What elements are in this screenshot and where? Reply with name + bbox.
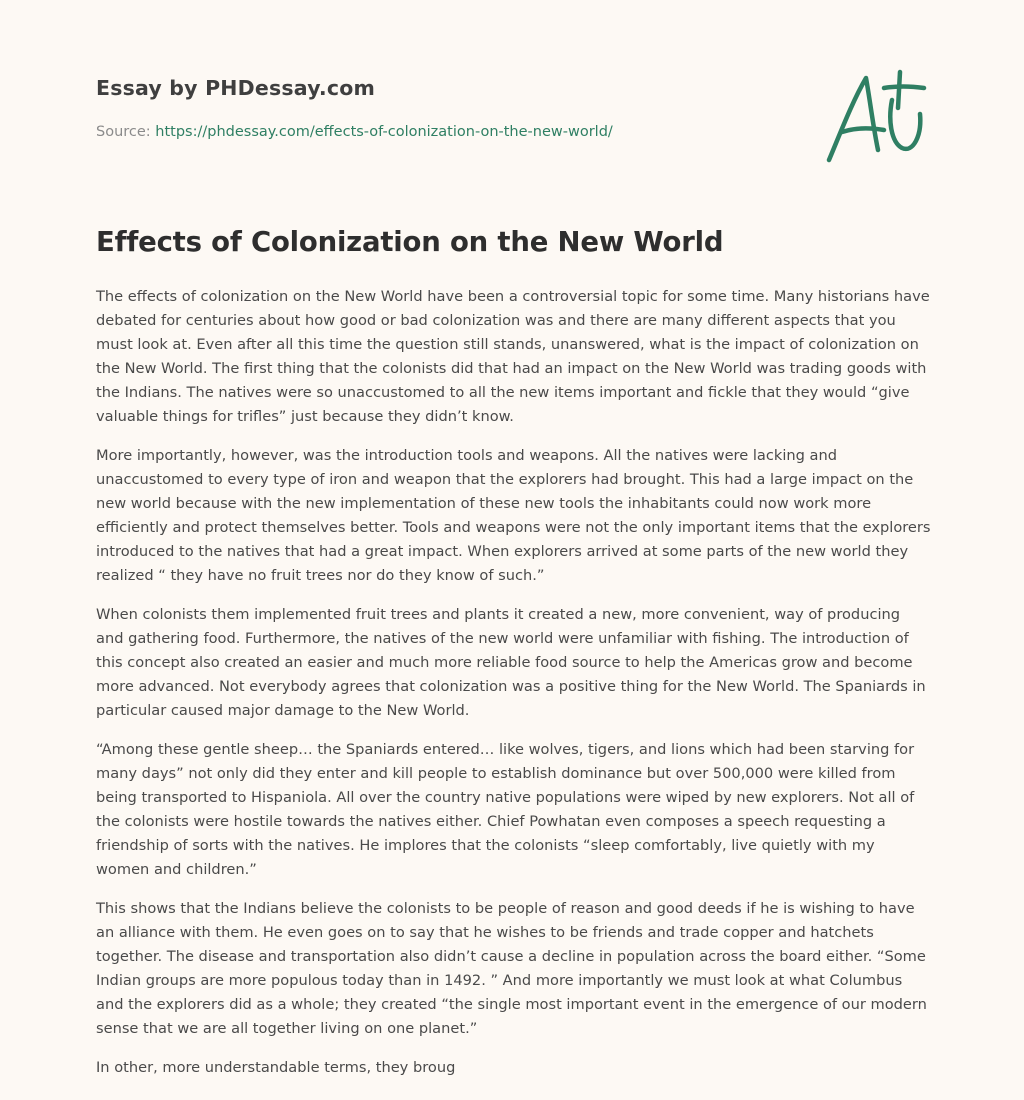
essay-body	[96, 285, 932, 1095]
a-plus-logo-icon	[818, 64, 930, 168]
essay-title: Effects of Colonization on the New World	[96, 226, 724, 258]
source-line	[96, 124, 613, 140]
essay-paragraph: The effects of colonization on the New World have been a controversial topic for some time. Many historians have debated for centuries about how good or bad colonization was and there are many different aspects that you must look at. Even after all this time the question still stands, unanswered, what is the impact of colonization on the New World. The first thing that the colonists did that had an impact on the New World was trading goods with the Indians. The natives were so unaccustomed to all the new items important and fickle that they would “give valuable things for trifles” just because they didn’t know.	[96, 288, 930, 425]
essay-paragraph: When colonists them implemented fruit trees and plants it created a new, more convenient, way of producing and gathering food. Furthermore, the natives of the new world were unfamiliar with fishing. The introduction of this concept also created an easier and much more reliable food source to help the Americas grow and become more advanced. Not everybody agrees that colonization was a positive thing for the New World. The Spaniards in particular caused major damage to the New World.	[96, 606, 926, 719]
source-label: Source:	[96, 124, 151, 140]
essay-header	[96, 76, 926, 140]
essay-paragraph: In other, more understandable terms, they broug	[96, 1059, 456, 1076]
site-brand: Essay by PHDessay.com	[96, 76, 376, 100]
essay-paragraph: “Among these gentle sheep… the Spaniards entered… like wolves, tigers, and lions which had been starving for many days” not only did they enter and kill people to establish dominance but over 500,000 were killed from being transported to Hispaniola. All over the country native populations were wiped by new explorers. Not all of the colonists were hostile towards the natives either. Chief Powhatan even composes a speech requesting a friendship of sorts with the natives. He implores that the colonists “sleep comfortably, live quietly with my women and children.”	[96, 741, 915, 878]
source-link[interactable]: https://phdessay.com/effects-of-colonization-on-the-new-world/	[155, 124, 613, 140]
essay-paragraph: This shows that the Indians believe the colonists to be people of reason and good deeds if he is wishing to have an alliance with them. He even goes on to say that he wishes to be friends and trade copper and hatchets together. The disease and transportation also didn’t cause a decline in population across the board either. “Some Indian groups are more populous today than in 1492. ” And more importantly we must look at what Columbus and the explorers did as a whole; they created “the single most important event in the emergence of our modern sense that we are all together living on one planet.”	[96, 900, 927, 1037]
essay-paragraph: More importantly, however, was the introduction tools and weapons. All the natives were lacking and unaccustomed to every type of iron and weapon that the explorers had brought. This had a large impact on the new world because with the new implementation of these new tools the inhabitants could now work more efficiently and protect themselves better. Tools and weapons were not the only important items that the explorers introduced to the natives that had a great impact. When explorers arrived at some parts of the new world they realized “ they have no fruit trees nor do they know of such.”	[96, 447, 931, 584]
